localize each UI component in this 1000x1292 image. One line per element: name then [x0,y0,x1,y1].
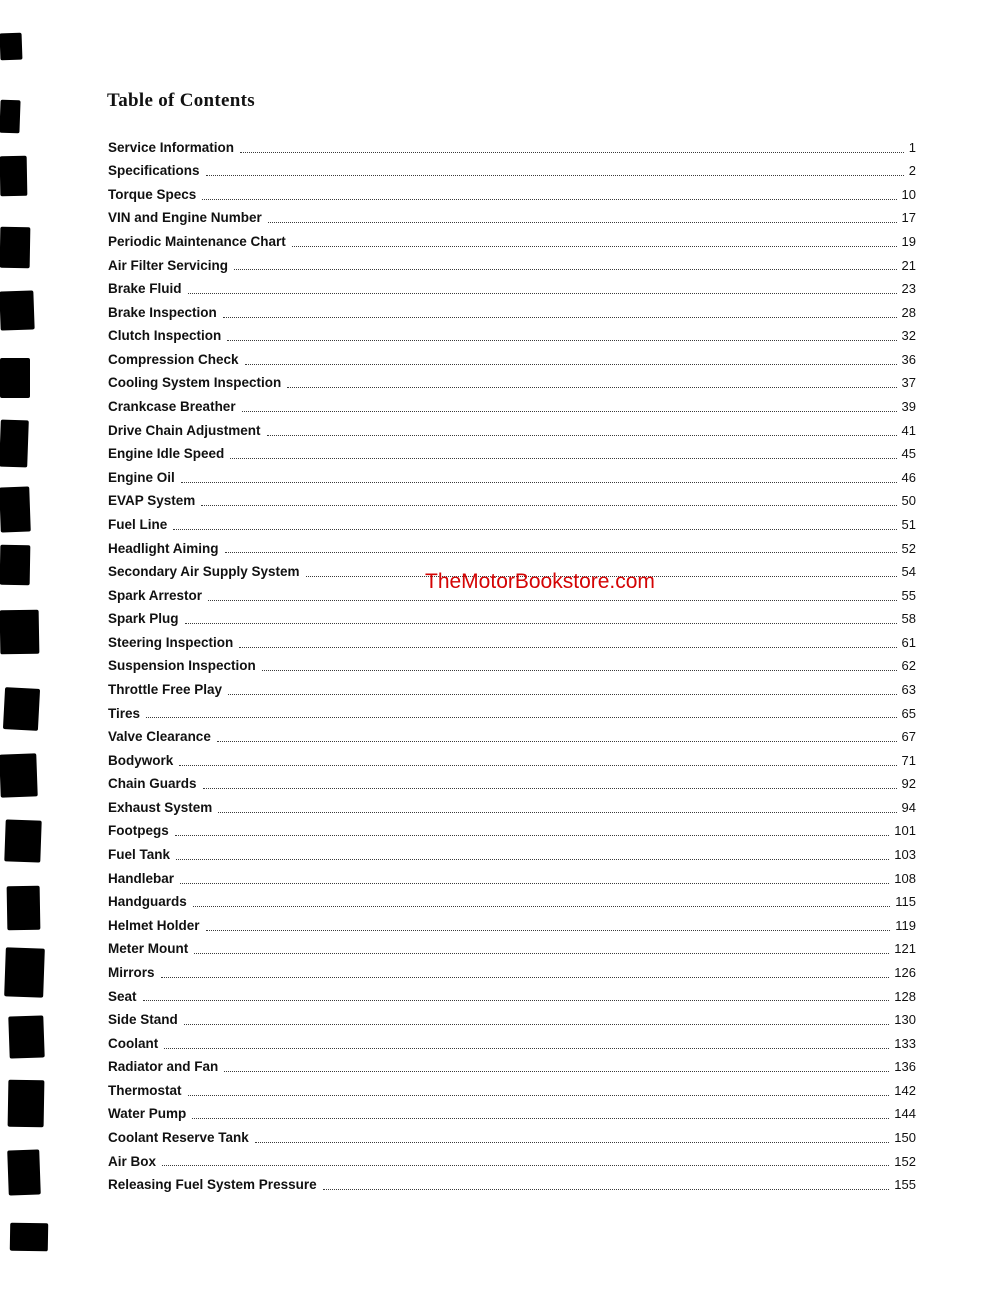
binding-mark [0,290,35,330]
dotted-leader [240,152,904,153]
toc-entry-page: 92 [901,776,916,792]
dotted-leader [223,317,897,318]
toc-entry-label: Headlight Aiming [108,540,219,556]
toc-entry-page: 52 [901,540,916,556]
toc-row [108,652,916,676]
toc-entry-page: 128 [894,988,916,1004]
toc-entry-page: 155 [894,1177,916,1193]
toc-entry-page: 41 [901,422,916,438]
dotted-leader [227,340,896,341]
toc-entry-label: Helmet Holder [108,917,200,933]
page-title: Table of Contents [107,90,255,111]
toc-entry-label: Coolant [108,1035,159,1051]
dotted-leader [193,906,891,907]
toc-entry-label: Cooling System Inspection [108,375,282,391]
dotted-leader [176,859,889,860]
toc-row [108,1076,916,1100]
toc-entry-label: Footpegs [108,823,169,839]
toc-entry-page: 21 [901,257,916,273]
binding-mark [0,420,29,468]
toc-row [108,369,916,393]
toc-row [108,722,916,746]
binding-mark [0,33,22,61]
toc-entry-label: Thermostat [108,1082,182,1098]
dotted-leader [202,199,896,200]
toc-row [108,487,916,511]
toc-entry-label: Chain Guards [108,776,197,792]
toc-entry-label: Secondary Air Supply System [108,564,300,580]
binding-mark [0,227,30,269]
toc-entry-page: 54 [901,564,916,580]
toc-row [108,1053,916,1077]
binding-mark [0,486,31,532]
dotted-leader [218,812,896,813]
dotted-leader [242,411,897,412]
toc-entry-page: 136 [894,1059,916,1075]
dotted-leader [175,835,890,836]
toc-row [108,888,916,912]
toc-row [108,793,916,817]
dotted-leader [206,175,904,176]
toc-row [108,1170,916,1194]
toc-entry-label: Meter Mount [108,941,189,957]
dotted-leader [164,1048,889,1049]
toc-row [108,204,916,228]
toc-row [108,935,916,959]
toc-entry-label: Handlebar [108,870,175,886]
toc-row [108,1147,916,1171]
dotted-leader [194,953,889,954]
toc-entry-page: 94 [901,799,916,815]
toc-row [108,675,916,699]
dotted-leader [161,977,890,978]
toc-entry-page: 36 [901,351,916,367]
toc-row [108,840,916,864]
toc-row [108,1123,916,1147]
binding-mark [0,156,27,196]
dotted-leader [201,505,896,506]
dotted-leader [268,222,897,223]
toc-entry-label: Engine Idle Speed [108,446,225,462]
toc-entry-label: Radiator and Fan [108,1059,219,1075]
toc-entry-page: 108 [894,870,916,886]
toc-entry-label: Fuel Line [108,516,168,532]
dotted-leader [184,1024,890,1025]
dotted-leader [188,1095,890,1096]
toc-row [108,463,916,487]
toc-entry-page: 121 [894,941,916,957]
toc-entry-label: Clutch Inspection [108,328,222,344]
toc-entry-label: Spark Plug [108,611,179,627]
toc-entry-page: 150 [894,1129,916,1145]
toc-row [108,958,916,982]
binding-mark [8,1080,45,1128]
toc-row [108,746,916,770]
toc-entry-page: 67 [901,729,916,745]
toc-entry-page: 152 [894,1153,916,1169]
toc-entry-page: 65 [901,705,916,721]
toc-entry-label: Throttle Free Play [108,682,223,697]
dotted-leader [323,1189,890,1190]
toc-entry-label: EVAP System [108,493,196,509]
toc-entry-page: 61 [901,634,916,650]
binding-mark [0,100,21,134]
binding-mark [0,545,30,586]
binding-mark [10,1223,48,1252]
dotted-leader [262,670,897,671]
toc-row [108,251,916,275]
toc-row [108,982,916,1006]
toc-row [108,227,916,251]
binding-mark [0,753,38,797]
toc-entry-label: Releasing Fuel System Pressure [108,1177,317,1193]
dotted-leader [267,435,897,436]
dotted-leader [162,1165,889,1166]
dotted-leader [181,482,897,483]
toc-entry-label: Service Information [108,139,235,155]
toc-entry-page: 115 [895,894,916,910]
binding-mark [3,687,40,731]
toc-row [108,510,916,534]
toc-entry-page: 142 [894,1082,916,1098]
toc-entry-page: 126 [894,964,916,980]
toc-entry-page: 10 [901,186,916,202]
toc-entry-page: 37 [901,375,916,391]
toc-entry-page: 23 [901,281,916,297]
dotted-leader [225,552,897,553]
binding-mark [0,358,30,398]
toc-entry-page: 58 [901,611,916,627]
toc-row [108,864,916,888]
dotted-leader [203,788,897,789]
binding-mark [4,819,41,862]
toc-entry-label: Fuel Tank [108,847,171,863]
toc-row [108,1029,916,1053]
dotted-leader [234,269,896,270]
toc-entry-label: Handguards [108,894,187,910]
toc-entry-label: Compression Check [108,351,239,367]
toc-entry-page: 2 [908,163,916,179]
toc-entry-label: Engine Oil [108,469,175,485]
toc-entry-page: 1 [908,139,916,155]
toc-entry-label: VIN and Engine Number [108,210,262,226]
toc-row [108,440,916,464]
toc-row [108,157,916,181]
toc-entry-page: 103 [894,847,916,863]
toc-entry-page: 46 [901,469,916,485]
dotted-leader [143,1000,890,1001]
toc-list [108,133,916,1194]
toc-row [108,1005,916,1029]
toc-row [108,1100,916,1124]
toc-row [108,605,916,629]
toc-entry-label: Periodic Maintenance Chart [108,234,286,250]
toc-entry-label: Crankcase Breather [108,399,236,415]
dotted-leader [228,694,896,695]
toc-entry-page: 62 [901,658,916,674]
toc-entry-page: 17 [901,210,916,226]
toc-entry-label: Coolant Reserve Tank [108,1129,249,1145]
dotted-leader [180,883,889,884]
toc-row [108,699,916,723]
toc-entry-page: 55 [901,587,916,603]
dotted-leader [146,717,897,718]
toc-entry-label: Torque Specs [108,186,197,202]
toc-entry-page: 32 [901,328,916,344]
dotted-leader [245,364,897,365]
toc-entry-page: 133 [894,1035,916,1051]
toc-row [108,534,916,558]
toc-entry-page: 144 [894,1106,916,1122]
toc-row [108,345,916,369]
toc-entry-label: Bodywork [108,752,174,768]
toc-entry-label: Spark Arrestor [108,587,203,603]
dotted-leader [292,246,897,247]
toc-entry-label: Tires [108,705,141,721]
dotted-leader [185,623,897,624]
toc-entry-label: Suspension Inspection [108,658,256,674]
toc-entry-label: Exhaust System [108,799,213,815]
binding-mark [0,610,39,655]
toc-entry-page: 71 [901,752,916,768]
dotted-leader [224,1071,889,1072]
toc-row [108,298,916,322]
binding-mark [8,1015,44,1058]
toc-entry-label: Seat [108,988,137,1004]
toc-entry-label: Water Pump [108,1106,187,1122]
dotted-leader [206,930,891,931]
dotted-leader [208,600,896,601]
toc-entry-page: 63 [901,681,916,697]
toc-entry-page: 19 [901,234,916,249]
binding-mark [4,947,45,997]
toc-row [108,133,916,157]
toc-row [108,416,916,440]
toc-entry-label: Air Box [108,1153,157,1169]
toc-entry-label: Brake Fluid [108,281,182,297]
toc-entry-label: Specifications [108,163,200,179]
toc-entry-label: Valve Clearance [108,729,211,745]
toc-entry-page: 119 [895,917,916,933]
toc-row [108,911,916,935]
toc-entry-label: Steering Inspection [108,634,234,650]
toc-row [108,628,916,652]
toc-entry-page: 50 [901,493,916,509]
dotted-leader [188,293,897,294]
toc-entry-page: 51 [901,516,916,532]
toc-row [108,392,916,416]
dotted-leader [239,647,896,648]
watermark: TheMotorBookstore.com [425,570,655,593]
dotted-leader [230,458,896,459]
dotted-leader [179,765,896,766]
toc-row [108,817,916,841]
toc-entry-label: Brake Inspection [108,304,217,320]
dotted-leader [287,387,896,388]
dotted-leader [255,1142,890,1143]
dotted-leader [217,741,897,742]
toc-row [108,322,916,346]
toc-entry-label: Mirrors [108,964,155,980]
toc-entry-page: 39 [901,399,916,415]
toc-entry-page: 130 [894,1012,916,1028]
toc-entry-page: 101 [894,823,916,839]
toc-row [108,180,916,204]
toc-row [108,770,916,794]
toc-entry-page: 45 [901,446,916,462]
toc-row [108,274,916,298]
binding-mark [7,886,41,931]
toc-entry-page: 28 [901,304,916,320]
binding-mark [7,1149,41,1195]
dotted-leader [173,529,896,530]
toc-entry-label: Drive Chain Adjustment [108,422,261,438]
dotted-leader [192,1118,889,1119]
toc-entry-label: Side Stand [108,1012,178,1028]
toc-entry-label: Air Filter Servicing [108,257,229,273]
